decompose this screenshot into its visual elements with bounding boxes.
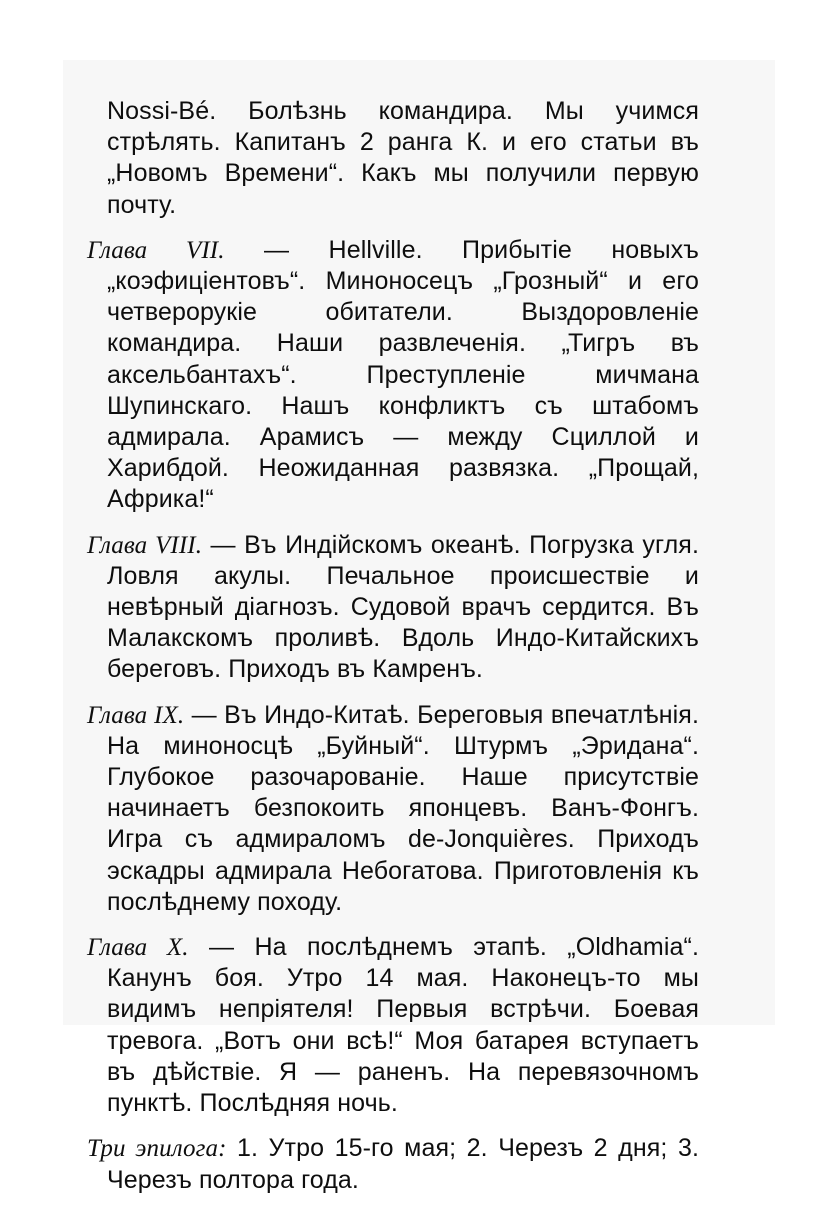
chapter-9-summary — [87, 700, 699, 918]
summary-text: — Hellville. Прибытіе новыхъ „коэфиціентовъ“. Миноносецъ „Грозный“ и его четверорукіе обитатели. Выздоровленіе командира. Наши развлеченія. „Тигръ въ аксельбантахъ“. Преступленіе мичмана Шупинскаго. Нашъ конфликтъ съ штабомъ адмирала. Арамисъ — между Сциллой и Харибдой. Неожиданная развязка. „Прощай, Африка!“ — [107, 235, 699, 514]
epilogues-summary — [87, 1133, 699, 1195]
table-of-contents — [87, 96, 699, 1210]
summary-text: — Въ Индійскомъ океанѣ. Погрузка угля. Ловля акулы. Печальное происшествіе и невѣрный діагнозъ. Судовой врачъ сердится. Въ Малакскомъ проливѣ. Вдоль Индо-Китайскихъ береговъ. Приходъ въ Камренъ. — [107, 530, 699, 684]
continued-chapter-summary — [87, 96, 699, 221]
chapter-7-summary — [87, 235, 699, 516]
summary-text: — Въ Индо-Китаѣ. Береговыя впечатлѣнія. На миноносцѣ „Буйный“. Штурмъ „Эридана“. Глубокое разочарованіе. Наше присутствіе начинаетъ безпокоить японцевъ. Ванъ-Фонгъ. Игра съ адмираломъ de-Jonquières. Приходъ эскадры адмирала Небогатова. Приготовленія къ послѣднему походу. — [107, 700, 699, 916]
summary-text: — На послѣднемъ этапѣ. „Oldhamia“. Канунъ боя. Утро 14 мая. Наконецъ-то мы видимъ непріятеля! Первыя встрѣчи. Боевая тревога. „Вотъ они всѣ!“ Моя батарея вступаетъ въ дѣйствіе. Я — раненъ. На перевязочномъ пунктѣ. Послѣдняя ночь. — [107, 933, 699, 1118]
chapter-label: Глава VII. — [87, 236, 225, 264]
chapter-10-summary — [87, 932, 699, 1119]
summary-text: Nossi-Bé. Болѣзнь командира. Мы учимся стрѣлять. Капитанъ 2 ранга К. и его статьи въ „Новомъ Времени“. Какъ мы получили первую почту. — [107, 97, 699, 219]
chapter-label: Глава VIII. — [87, 531, 203, 559]
chapter-label: Три эпилога: — [87, 1135, 227, 1163]
chapter-label: Глава IX. — [87, 701, 185, 729]
chapter-8-summary — [87, 530, 699, 686]
summary-text: 1. Утро 15-го мая; 2. Черезъ 2 дня; 3. Черезъ полтора года. — [107, 1134, 699, 1194]
chapter-label: Глава X. — [87, 934, 189, 962]
